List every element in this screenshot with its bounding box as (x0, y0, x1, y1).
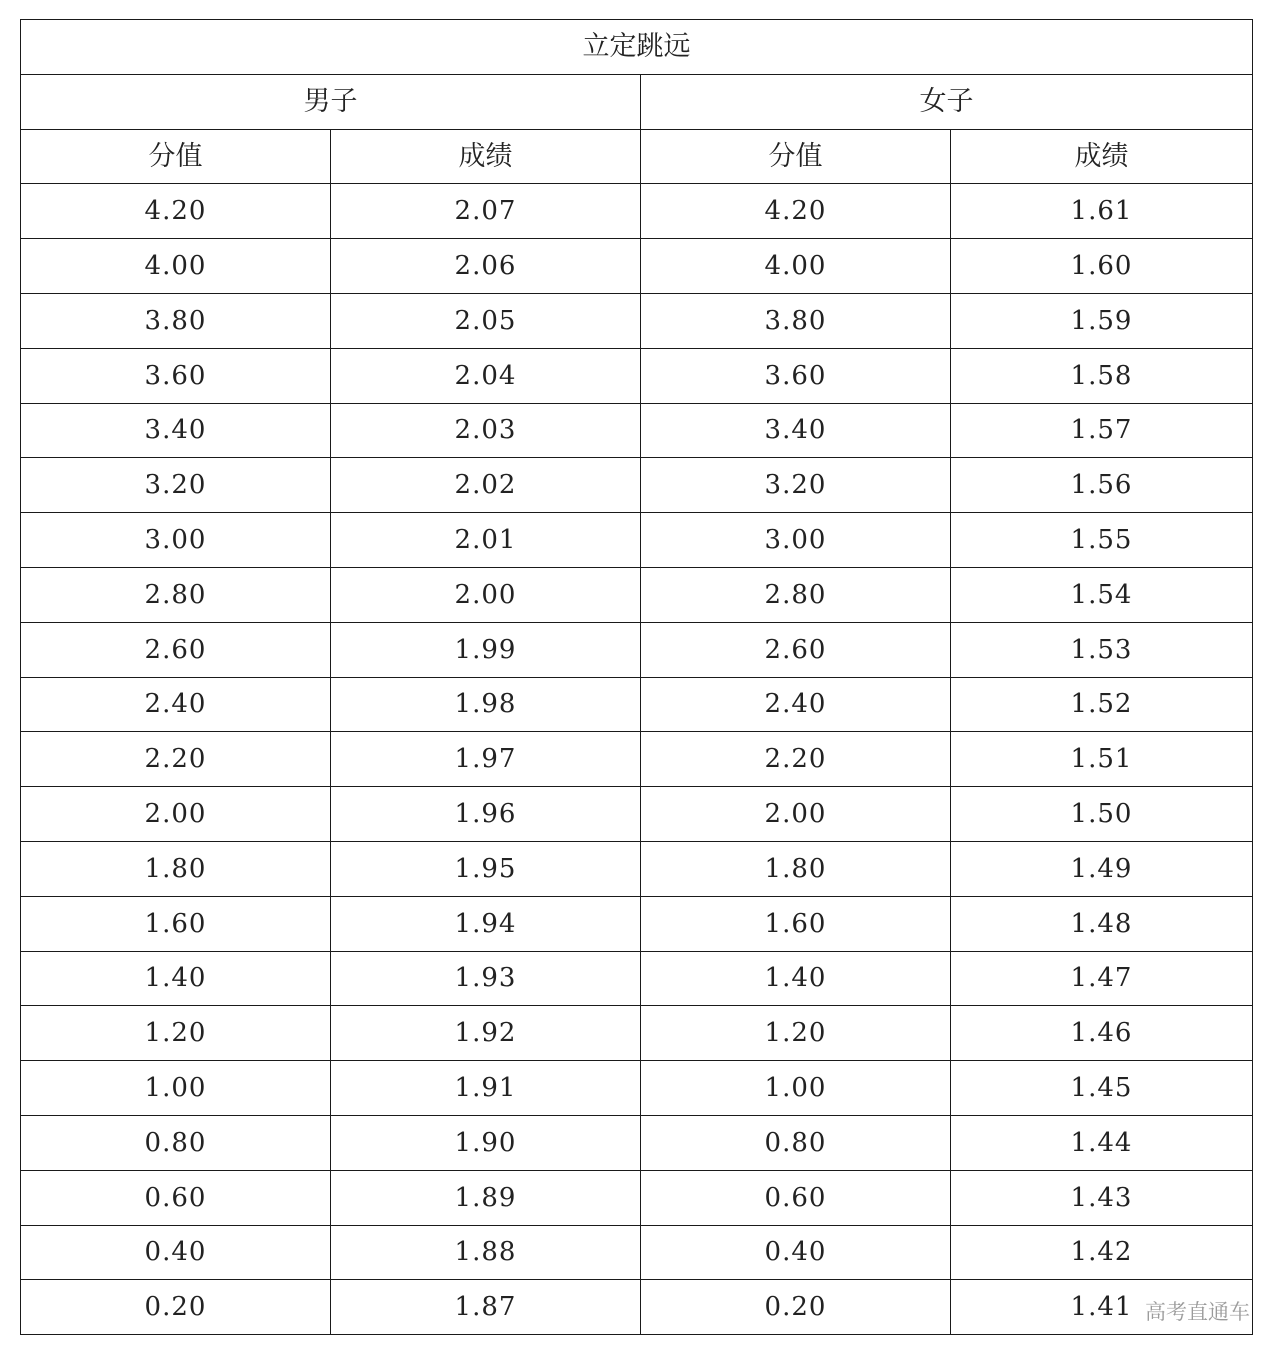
female-score-value-cell: 3.60 (641, 348, 951, 403)
male-result-cell: 1.92 (331, 1006, 641, 1061)
male-result-cell: 1.99 (331, 622, 641, 677)
female-result-cell: 1.53 (951, 622, 1253, 677)
male-score-value-cell: 0.40 (21, 1225, 331, 1280)
table-row (21, 1170, 1253, 1225)
male-result-cell: 1.95 (331, 841, 641, 896)
female-score-value-cell: 1.60 (641, 896, 951, 951)
male-score-value-cell: 2.60 (21, 622, 331, 677)
female-result-cell: 1.47 (951, 951, 1253, 1006)
male-result-cell: 1.94 (331, 896, 641, 951)
table-row (21, 567, 1253, 622)
male-score-value-cell: 4.00 (21, 239, 331, 294)
female-score-value-cell: 4.20 (641, 184, 951, 239)
table-row (21, 677, 1253, 732)
female-score-value-cell: 2.00 (641, 787, 951, 842)
female-result-cell: 1.44 (951, 1115, 1253, 1170)
table-body (21, 20, 1253, 1335)
female-score-value-cell: 1.00 (641, 1061, 951, 1116)
table-row (21, 1006, 1253, 1061)
table-row (21, 896, 1253, 951)
table-row (21, 787, 1253, 842)
female-score-value-cell: 0.60 (641, 1170, 951, 1225)
table-row (21, 239, 1253, 294)
table-row (21, 184, 1253, 239)
female-result-cell: 1.57 (951, 403, 1253, 458)
male-score-value-cell: 1.60 (21, 896, 331, 951)
female-score-value-cell: 1.80 (641, 841, 951, 896)
female-result-cell: 1.50 (951, 787, 1253, 842)
male-score-value-cell: 3.80 (21, 293, 331, 348)
male-score-value-cell: 3.00 (21, 513, 331, 568)
table-row (21, 1225, 1253, 1280)
female-score-value-cell: 1.20 (641, 1006, 951, 1061)
female-score-value-cell: 0.40 (641, 1225, 951, 1280)
female-score-value-cell: 2.40 (641, 677, 951, 732)
table-row (21, 622, 1253, 677)
table-row (21, 458, 1253, 513)
male-score-value-cell: 3.20 (21, 458, 331, 513)
female-result-cell: 1.46 (951, 1006, 1253, 1061)
female-result-cell: 1.42 (951, 1225, 1253, 1280)
female-result-cell: 1.56 (951, 458, 1253, 513)
male-score-value-cell: 2.20 (21, 732, 331, 787)
group-header-female: 女子 (641, 74, 1253, 129)
male-result-cell: 2.00 (331, 567, 641, 622)
standing-long-jump-table (20, 19, 1253, 1335)
male-score-value-cell: 1.20 (21, 1006, 331, 1061)
female-score-value-cell: 3.00 (641, 513, 951, 568)
table-title: 立定跳远 (21, 20, 1253, 75)
female-result-cell: 1.52 (951, 677, 1253, 732)
male-score-value-cell: 0.20 (21, 1280, 331, 1335)
male-result-cell: 2.03 (331, 403, 641, 458)
male-result-cell: 1.90 (331, 1115, 641, 1170)
watermark-text: 高考直通车 (1145, 1300, 1250, 1324)
table-row (21, 1061, 1253, 1116)
female-result-cell: 1.59 (951, 293, 1253, 348)
female-score-value-cell: 2.20 (641, 732, 951, 787)
male-result-cell: 2.02 (331, 458, 641, 513)
male-result-cell: 2.04 (331, 348, 641, 403)
column-header-female-score-value: 分值 (641, 129, 951, 184)
female-result-cell: 1.55 (951, 513, 1253, 568)
male-result-cell: 2.01 (331, 513, 641, 568)
column-header-male-result: 成绩 (331, 129, 641, 184)
female-result-cell: 1.43 (951, 1170, 1253, 1225)
female-score-value-cell: 2.80 (641, 567, 951, 622)
table-row (21, 1115, 1253, 1170)
male-result-cell: 1.91 (331, 1061, 641, 1116)
table-row (21, 1280, 1253, 1335)
table-row (21, 293, 1253, 348)
male-result-cell: 2.06 (331, 239, 641, 294)
column-header-row (21, 129, 1253, 184)
female-result-cell: 1.54 (951, 567, 1253, 622)
male-result-cell: 1.88 (331, 1225, 641, 1280)
female-result-cell: 1.58 (951, 348, 1253, 403)
table-row (21, 513, 1253, 568)
table-row (21, 951, 1253, 1006)
male-score-value-cell: 3.60 (21, 348, 331, 403)
female-score-value-cell: 3.40 (641, 403, 951, 458)
female-score-value-cell: 2.60 (641, 622, 951, 677)
male-score-value-cell: 2.80 (21, 567, 331, 622)
male-result-cell: 2.07 (331, 184, 641, 239)
gender-header-row (21, 74, 1253, 129)
female-result-cell: 1.45 (951, 1061, 1253, 1116)
female-score-value-cell: 3.80 (641, 293, 951, 348)
female-result-cell: 1.48 (951, 896, 1253, 951)
male-result-cell: 1.87 (331, 1280, 641, 1335)
male-score-value-cell: 1.80 (21, 841, 331, 896)
female-score-value-cell: 3.20 (641, 458, 951, 513)
male-result-cell: 1.98 (331, 677, 641, 732)
table-row (21, 841, 1253, 896)
male-score-value-cell: 2.00 (21, 787, 331, 842)
male-result-cell: 2.05 (331, 293, 641, 348)
female-result-cell: 1.51 (951, 732, 1253, 787)
table-title-row (21, 20, 1253, 75)
female-result-cell: 1.49 (951, 841, 1253, 896)
female-result-cell: 1.61 (951, 184, 1253, 239)
male-score-value-cell: 1.00 (21, 1061, 331, 1116)
male-result-cell: 1.89 (331, 1170, 641, 1225)
female-result-cell: 1.60 (951, 239, 1253, 294)
female-score-value-cell: 0.20 (641, 1280, 951, 1335)
table-row (21, 348, 1253, 403)
male-result-cell: 1.93 (331, 951, 641, 1006)
female-score-value-cell: 1.40 (641, 951, 951, 1006)
male-score-value-cell: 3.40 (21, 403, 331, 458)
column-header-male-score-value: 分值 (21, 129, 331, 184)
male-score-value-cell: 1.40 (21, 951, 331, 1006)
male-score-value-cell: 0.80 (21, 1115, 331, 1170)
male-score-value-cell: 2.40 (21, 677, 331, 732)
male-score-value-cell: 0.60 (21, 1170, 331, 1225)
column-header-female-result: 成绩 (951, 129, 1253, 184)
table-row (21, 403, 1253, 458)
female-score-value-cell: 0.80 (641, 1115, 951, 1170)
score-sheet (20, 19, 1253, 1335)
female-score-value-cell: 4.00 (641, 239, 951, 294)
group-header-male: 男子 (21, 74, 641, 129)
female-result-cell: 1.41 (951, 1280, 1253, 1335)
male-score-value-cell: 4.20 (21, 184, 331, 239)
male-result-cell: 1.96 (331, 787, 641, 842)
table-row (21, 732, 1253, 787)
male-result-cell: 1.97 (331, 732, 641, 787)
